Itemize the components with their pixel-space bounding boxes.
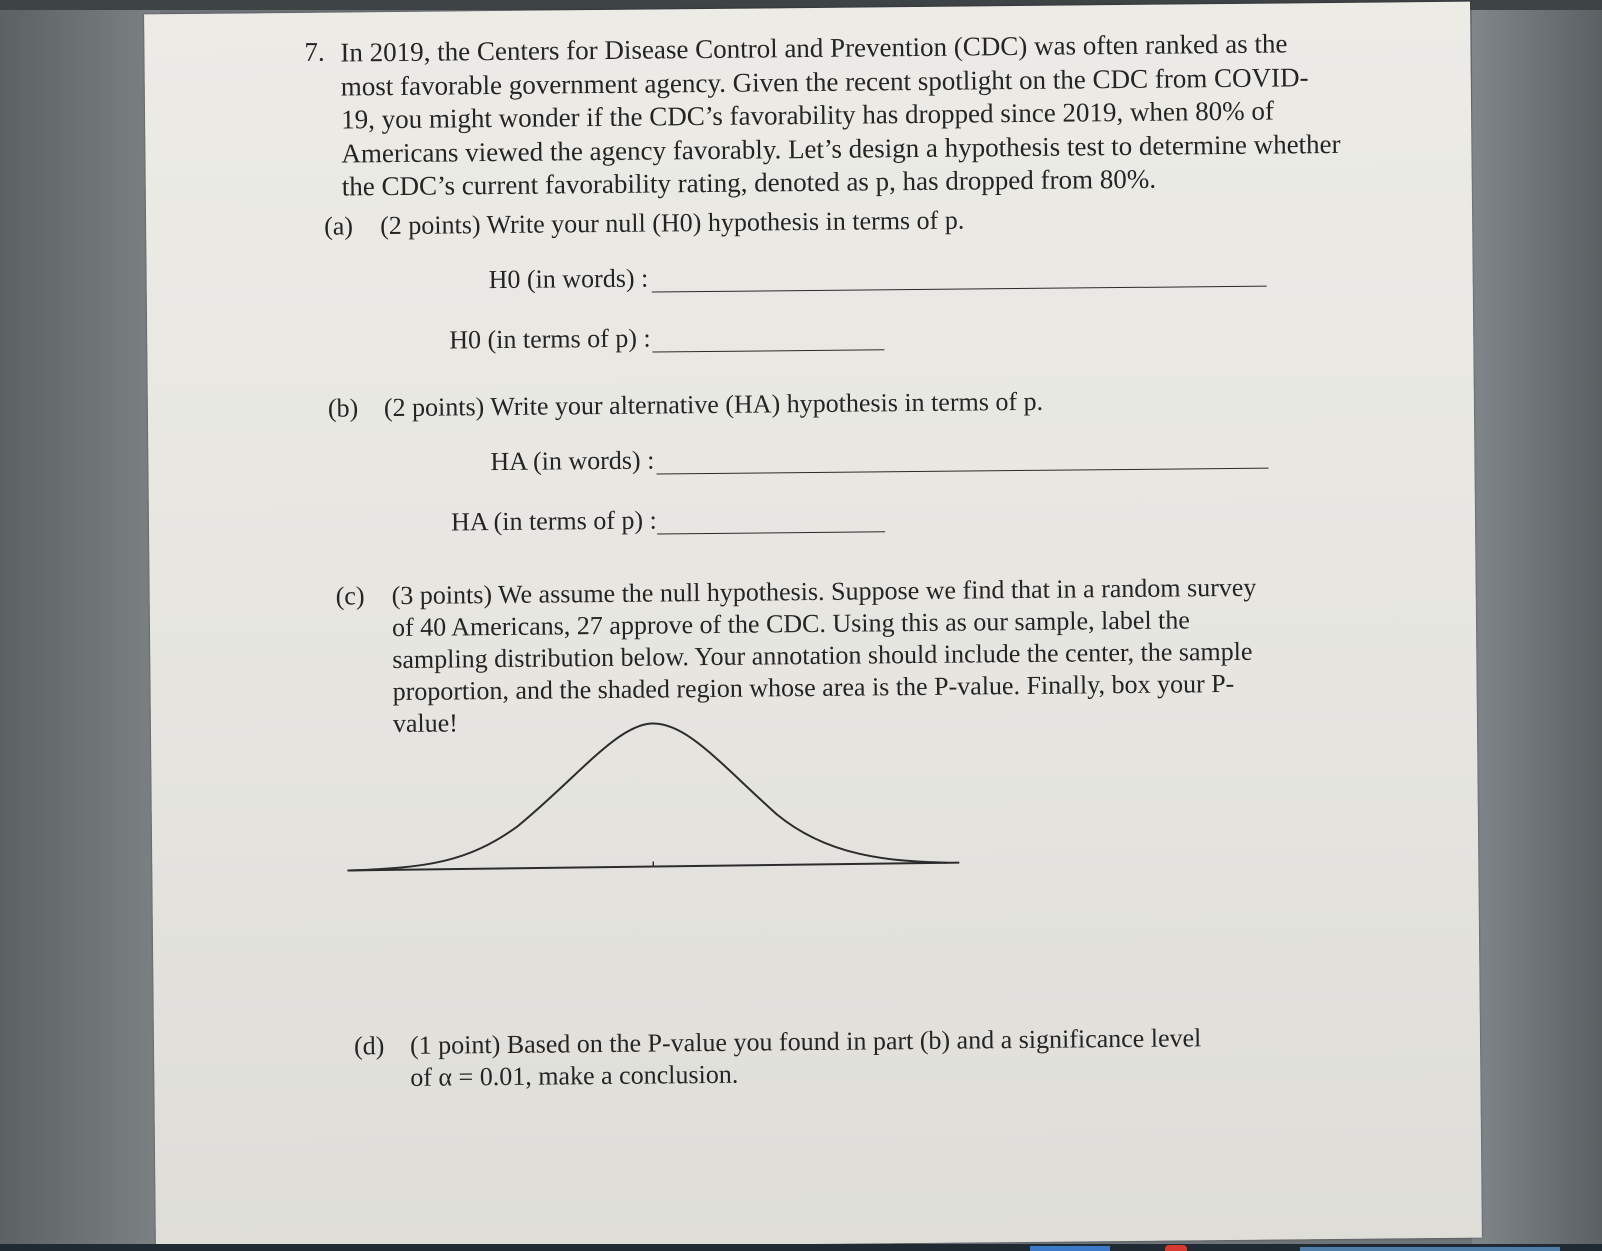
ha-words-label: HA (in words) :	[490, 445, 655, 476]
h0-p-row	[307, 316, 1357, 366]
worksheet-page	[144, 2, 1482, 1251]
part-a-label: (a)	[323, 210, 354, 241]
h0-words-label: H0 (in words) :	[488, 263, 649, 294]
question-intro: In 2019, the Centers for Disease Control and Prevention (CDC) was often ranked as the most favorable government agency. Given the recent spotlight on the CDC from COVID-19, you might wonder if the CDC’s favorability has dropped since 2019, when 80% of Americans viewed the agency favorably. Let’s design a hypothesis test to determine whether the CDC’s current favorability rating, denoted as p, has dropped from 80%.	[340, 28, 1341, 202]
part-b-label: (b)	[327, 392, 359, 423]
taskbar	[0, 1244, 1602, 1251]
part-d-label: (d)	[353, 1030, 385, 1060]
h0-words-answer-line[interactable]	[652, 285, 1267, 292]
taskbar-item[interactable]	[1165, 1245, 1187, 1251]
desk-background-left	[0, 0, 160, 1251]
part-b	[328, 382, 1358, 424]
sampling-distribution-figure	[346, 713, 968, 884]
question-7	[304, 27, 1364, 1095]
ha-p-answer-line[interactable]	[657, 531, 885, 534]
question-number: 7.	[304, 36, 325, 67]
part-c-label: (c)	[335, 580, 365, 611]
h0-p-label: H0 (in terms of p) :	[449, 323, 651, 354]
ha-p-row	[309, 498, 1359, 548]
part-d	[354, 1022, 1215, 1094]
part-a-prompt: (2 points) Write your null (H0) hypothesis in terms of p.	[379, 205, 965, 240]
part-d-prompt: (1 point) Based on the P-value you found in part (b) and a significance level of α = 0.01, make a conclusion.	[409, 1022, 1202, 1092]
ha-words-row	[308, 438, 1358, 488]
bell-curve	[348, 721, 947, 871]
desk-background-right	[1472, 0, 1602, 1251]
part-a	[324, 200, 1356, 242]
normal-curve-svg	[346, 713, 968, 884]
h0-p-answer-line[interactable]	[652, 349, 884, 352]
taskbar-item[interactable]	[1300, 1247, 1560, 1251]
h0-words-row	[307, 256, 1357, 306]
part-b-prompt: (2 points) Write your alternative (HA) hypothesis in terms of p.	[383, 386, 1044, 422]
taskbar-item[interactable]	[1030, 1246, 1110, 1251]
ha-p-label: HA (in terms of p) :	[450, 504, 657, 536]
part-c-prompt: (3 points) We assume the null hypothesis. Suppose we find that in a random survey of 40 Americans, 27 approve of the CDC. Using this as our sample, label the sampling distribution below. Your annotation should include the center, the sample proportion, and the shaded region whose area is the P-value. Finally, box your P-value!	[391, 572, 1257, 738]
ha-words-answer-line[interactable]	[657, 467, 1269, 474]
